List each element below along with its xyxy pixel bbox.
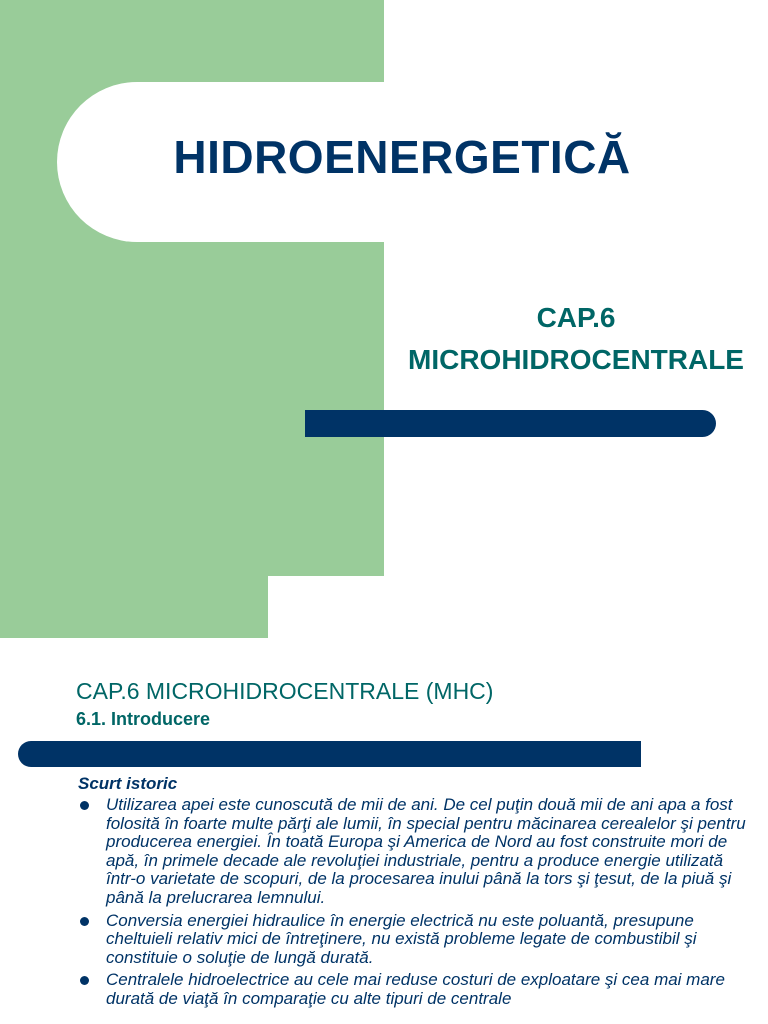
section-title: Scurt istoric <box>78 774 178 793</box>
accent-bar <box>18 741 641 767</box>
slide-heading: CAP.6 MICROHIDROCENTRALE (MHC) <box>76 678 494 704</box>
bullet-dot-icon <box>80 976 89 985</box>
accent-bar <box>305 410 716 437</box>
list-item <box>78 912 748 968</box>
content-slide <box>0 576 768 1024</box>
bullet-dot-icon <box>80 917 89 926</box>
slide-title: HIDROENERGETICĂ <box>173 131 631 183</box>
bullet-dot-icon <box>80 801 89 810</box>
chapter-title: MICROHIDROCENTRALE <box>408 344 744 375</box>
chapter-label: CAP.6 <box>536 302 616 333</box>
bullet-text: Utilizarea apei este cunoscută de mii de ani. De cel puţin două mii de ani apa a fost folosită în foarte multe părţi ale lumii, în special pentru măcinarea cerealelor şi pentru producerea energiei. În toată Europa şi America de Nord au fost construite mori de apă, în primele decade ale revoluţiei industriale, pentru a produce energie utilizată într-o varietate de scopuri, de la procesarea inului până la tors şi ţesut, de la piuă şi până la prelucrarea lemnului. <box>106 795 746 907</box>
list-item <box>78 796 748 908</box>
green-corner-block <box>0 576 268 638</box>
bullet-list <box>78 796 748 1013</box>
list-item <box>78 971 748 1008</box>
bullet-text: Conversia energiei hidraulice în energie electrică nu este poluantă, presupune cheltuieli relativ mici de întreţinere, nu există probleme legate de combustibil şi constituie o soluţie de lungă durată. <box>106 910 697 967</box>
bullet-text: Centralele hidroelectrice au cele mai reduse costuri de exploatare şi cea mai mare durată de viaţă în comparaţie cu alte tipuri de centrale <box>106 970 725 1008</box>
slide-subheading: 6.1. Introducere <box>76 709 211 729</box>
